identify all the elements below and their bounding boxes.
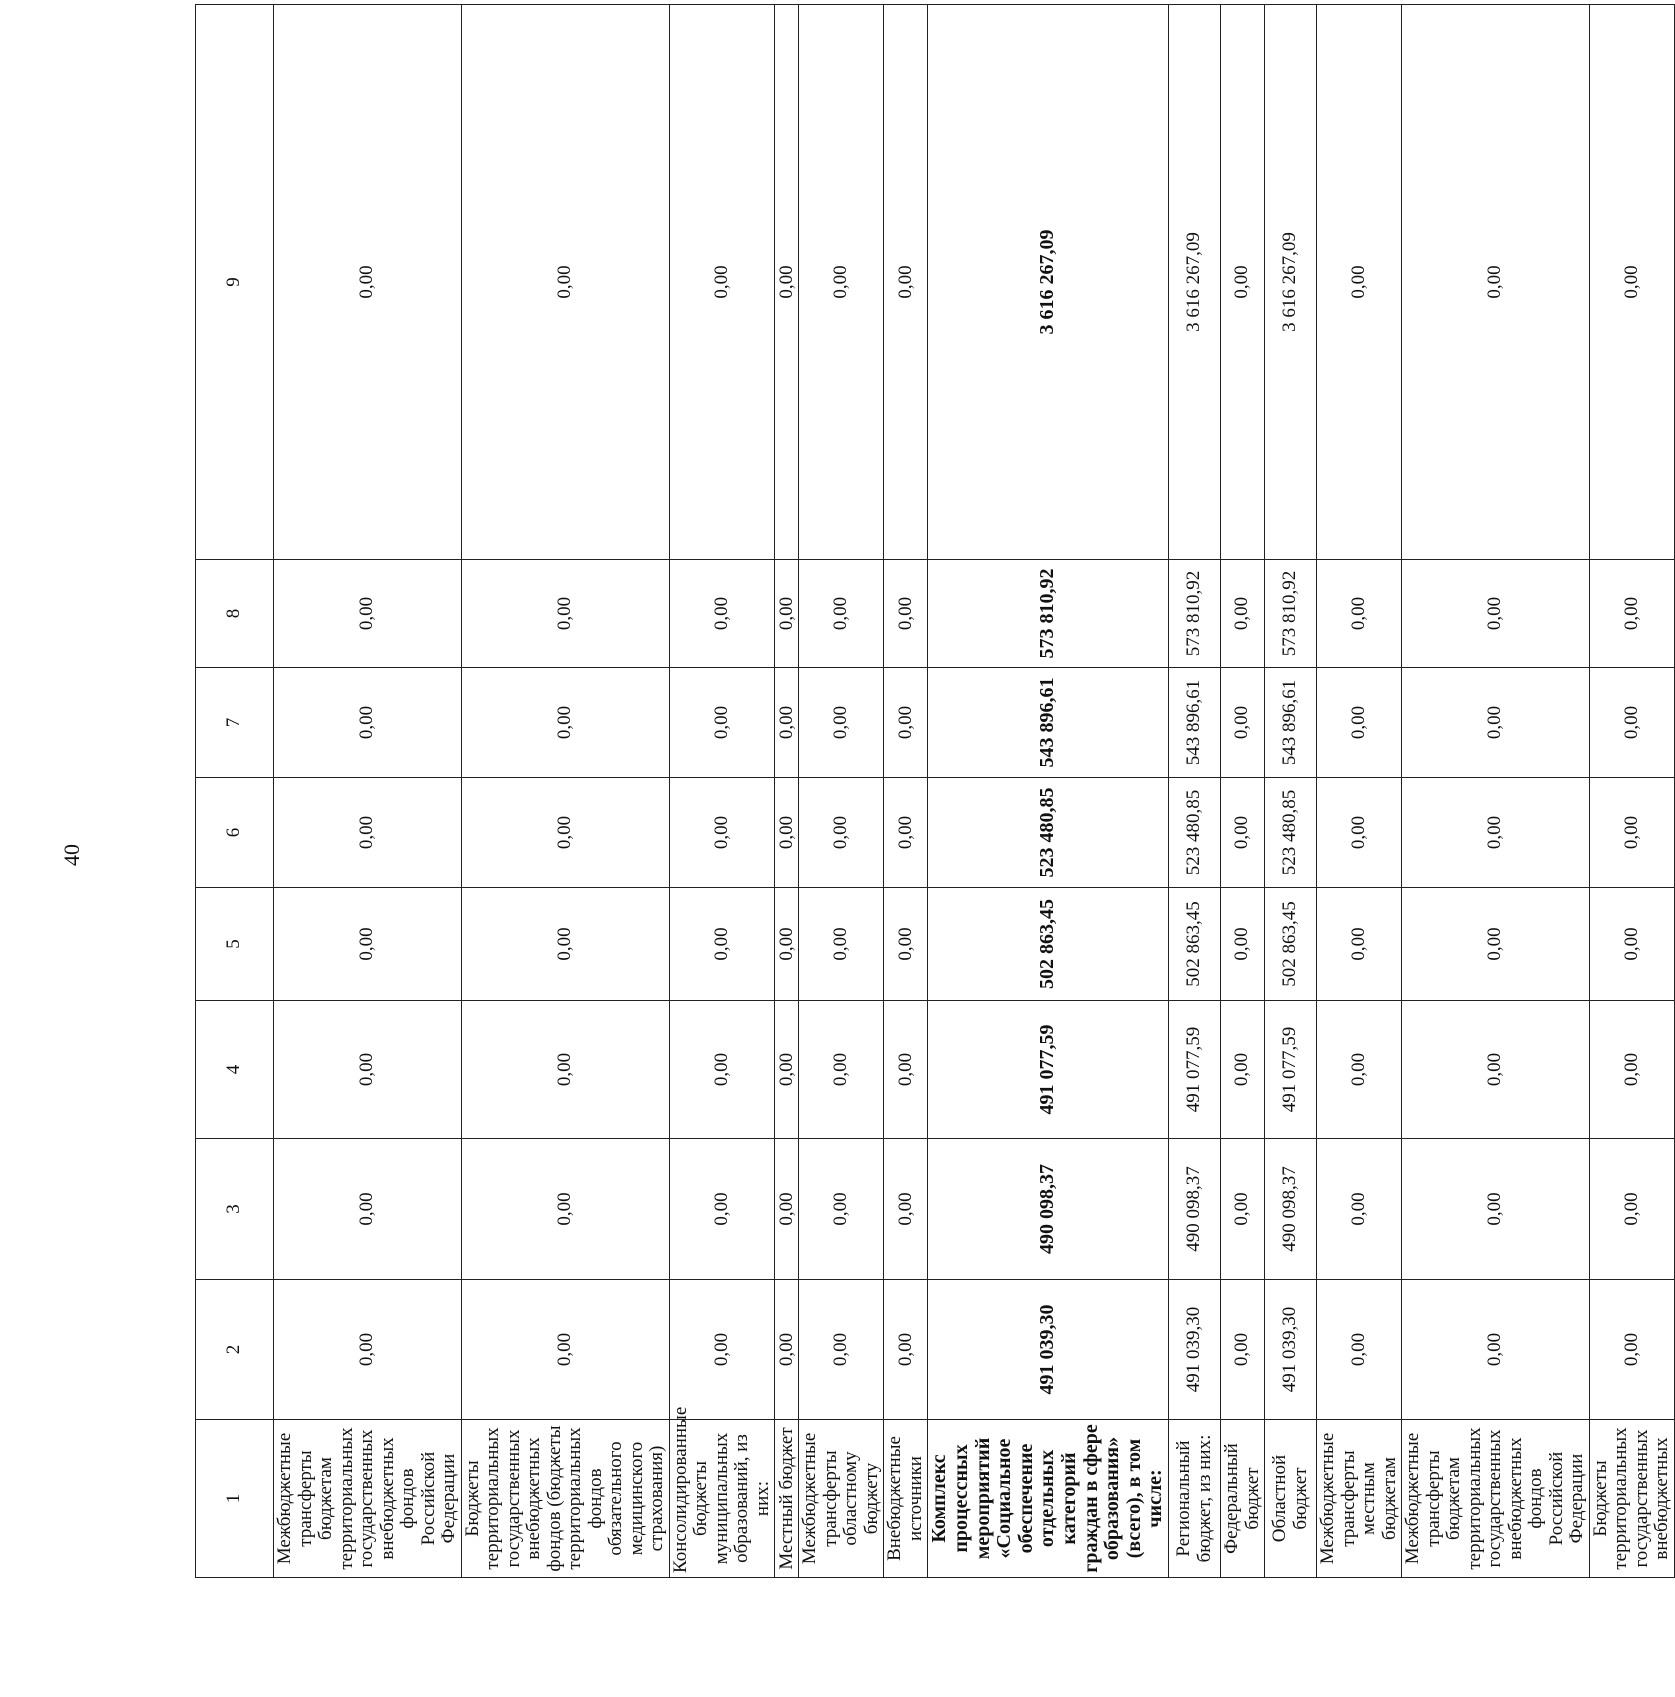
value-cell: 0,00 [1589,888,1674,1001]
value-cell: 502 863,45 [928,888,1169,1001]
value-cell: 0,00 [884,778,928,888]
value-cell: 0,00 [274,5,462,560]
row-label: Бюджеты территориальных государственных внебюджетных фондов (бюджеты территориальных фондов обязательного медицинского страхования) [461,1420,669,1578]
value-cell: 523 480,85 [928,778,1169,888]
value-cell: 0,00 [1589,1139,1674,1280]
value-cell: 3 616 267,09 [928,5,1169,560]
table-row [274,5,462,1578]
value-cell: 0,00 [1317,888,1402,1001]
table-header [196,5,274,1578]
value-cell: 491 077,59 [1169,1001,1221,1139]
row-label: Консолидированные бюджеты муниципальных образований, из них: [669,1420,775,1578]
table-row [461,5,669,1578]
value-cell: 0,00 [1402,5,1590,560]
value-cell: 0,00 [669,1001,775,1139]
header-cell: 8 [196,560,274,668]
table-row [799,5,884,1578]
value-cell: 0,00 [1221,1280,1265,1420]
value-cell: 543 896,61 [928,668,1169,778]
value-cell: 0,00 [669,1280,775,1420]
value-cell: 0,00 [1221,1139,1265,1280]
value-cell: 0,00 [274,888,462,1001]
value-cell: 0,00 [669,668,775,778]
value-cell: 573 810,92 [1265,560,1317,668]
value-cell: 543 896,61 [1169,668,1221,778]
value-cell: 523 480,85 [1265,778,1317,888]
value-cell: 0,00 [274,560,462,668]
table-row [928,5,1169,1578]
value-cell: 0,00 [775,5,799,560]
value-cell: 0,00 [775,778,799,888]
value-cell: 0,00 [461,668,669,778]
table-row [1402,5,1590,1578]
header-cell: 3 [196,1139,274,1280]
table-row [1589,5,1674,1578]
header-cell: 7 [196,668,274,778]
row-label: Межбюджетные трансферты бюджетам территориальных государственных внебюджетных фондов Российской Федерации [274,1420,462,1578]
value-cell: 490 098,37 [1265,1139,1317,1280]
value-cell: 0,00 [1402,668,1590,778]
value-cell: 0,00 [461,1280,669,1420]
value-cell: 490 098,37 [928,1139,1169,1280]
value-cell: 0,00 [1221,1001,1265,1139]
value-cell: 0,00 [1589,5,1674,560]
value-cell: 491 039,30 [1265,1280,1317,1420]
value-cell: 0,00 [669,778,775,888]
value-cell: 0,00 [461,5,669,560]
value-cell: 0,00 [274,1280,462,1420]
value-cell: 0,00 [799,888,884,1001]
value-cell: 0,00 [1221,668,1265,778]
row-label: Внебюджетные источники [884,1420,928,1578]
value-cell: 0,00 [461,778,669,888]
budget-table [195,4,1675,1578]
table-row [1221,5,1265,1578]
value-cell: 0,00 [669,888,775,1001]
value-cell: 491 077,59 [928,1001,1169,1139]
table-row [669,5,775,1578]
row-label: Комплекс процессных мероприятий «Социальное обеспечение отдельных категорий граждан в сфере образования» (всего), в том числе: [928,1420,1169,1578]
value-cell: 0,00 [1402,1280,1590,1420]
value-cell: 0,00 [1402,888,1590,1001]
value-cell: 0,00 [1317,1139,1402,1280]
value-cell: 3 616 267,09 [1169,5,1221,560]
table-row [884,5,928,1578]
value-cell: 0,00 [799,1280,884,1420]
value-cell: 0,00 [799,778,884,888]
row-label: Межбюджетные трансферты местным бюджетам [1317,1420,1402,1578]
value-cell: 0,00 [775,1139,799,1280]
value-cell: 0,00 [1317,1001,1402,1139]
header-row [196,5,274,1578]
value-cell: 0,00 [1589,668,1674,778]
value-cell: 3 616 267,09 [1265,5,1317,560]
table-row [1169,5,1221,1578]
value-cell: 0,00 [799,1001,884,1139]
value-cell: 0,00 [1402,1139,1590,1280]
row-label: Областной бюджет [1265,1420,1317,1578]
value-cell: 491 077,59 [1265,1001,1317,1139]
value-cell: 0,00 [884,888,928,1001]
row-label: Межбюджетные трансферты областному бюджету [799,1420,884,1578]
row-label: Бюджеты территориальных государственных внебюджетных [1589,1420,1674,1578]
value-cell: 0,00 [461,1139,669,1280]
value-cell: 491 039,30 [928,1280,1169,1420]
value-cell: 0,00 [669,5,775,560]
value-cell: 0,00 [799,560,884,668]
value-cell: 0,00 [775,1280,799,1420]
value-cell: 491 039,30 [1169,1280,1221,1420]
value-cell: 0,00 [274,1001,462,1139]
value-cell: 0,00 [775,668,799,778]
value-cell: 0,00 [884,560,928,668]
value-cell: 0,00 [1402,560,1590,668]
header-cell: 4 [196,1001,274,1139]
value-cell: 0,00 [461,1001,669,1139]
rotated-table-container [195,105,1673,1578]
header-cell: 9 [196,5,274,560]
value-cell: 0,00 [274,1139,462,1280]
value-cell: 0,00 [775,560,799,668]
value-cell: 0,00 [274,668,462,778]
value-cell: 0,00 [884,1001,928,1139]
value-cell: 0,00 [1317,668,1402,778]
table-body [274,5,1675,1578]
value-cell: 0,00 [884,5,928,560]
value-cell: 0,00 [1317,778,1402,888]
value-cell: 0,00 [884,1280,928,1420]
header-cell: 5 [196,888,274,1001]
value-cell: 0,00 [1317,1280,1402,1420]
value-cell: 0,00 [1589,778,1674,888]
header-cell: 6 [196,778,274,888]
header-cell: 2 [196,1280,274,1420]
value-cell: 0,00 [461,560,669,668]
table-row [1265,5,1317,1578]
value-cell: 0,00 [1317,560,1402,668]
value-cell: 0,00 [1221,888,1265,1001]
value-cell: 543 896,61 [1265,668,1317,778]
table-row [775,5,799,1578]
value-cell: 0,00 [1221,5,1265,560]
value-cell: 490 098,37 [1169,1139,1221,1280]
row-label: Местный бюджет [775,1420,799,1578]
value-cell: 573 810,92 [1169,560,1221,668]
row-label: Межбюджетные трансферты бюджетам территориальных государственных внебюджетных фондов Российской Федерации [1402,1420,1590,1578]
value-cell: 0,00 [1221,778,1265,888]
value-cell: 502 863,45 [1169,888,1221,1001]
value-cell: 0,00 [461,888,669,1001]
row-label: Региональный бюджет, из них: [1169,1420,1221,1578]
value-cell: 0,00 [1402,1001,1590,1139]
value-cell: 0,00 [884,1139,928,1280]
value-cell: 0,00 [1589,560,1674,668]
value-cell: 0,00 [669,560,775,668]
value-cell: 0,00 [1589,1001,1674,1139]
value-cell: 523 480,85 [1169,778,1221,888]
value-cell: 0,00 [775,888,799,1001]
header-cell: 1 [196,1420,274,1578]
value-cell: 0,00 [1221,560,1265,668]
value-cell: 0,00 [799,5,884,560]
table-row [1317,5,1402,1578]
page-number: 40 [59,844,84,866]
value-cell: 573 810,92 [928,560,1169,668]
row-label: Федеральный бюджет [1221,1420,1265,1578]
value-cell: 0,00 [274,778,462,888]
value-cell: 0,00 [669,1139,775,1280]
value-cell: 0,00 [775,1001,799,1139]
value-cell: 0,00 [884,668,928,778]
value-cell: 502 863,45 [1265,888,1317,1001]
value-cell: 0,00 [1402,778,1590,888]
value-cell: 0,00 [799,1139,884,1280]
value-cell: 0,00 [1589,1280,1674,1420]
value-cell: 0,00 [799,668,884,778]
value-cell: 0,00 [1317,5,1402,560]
